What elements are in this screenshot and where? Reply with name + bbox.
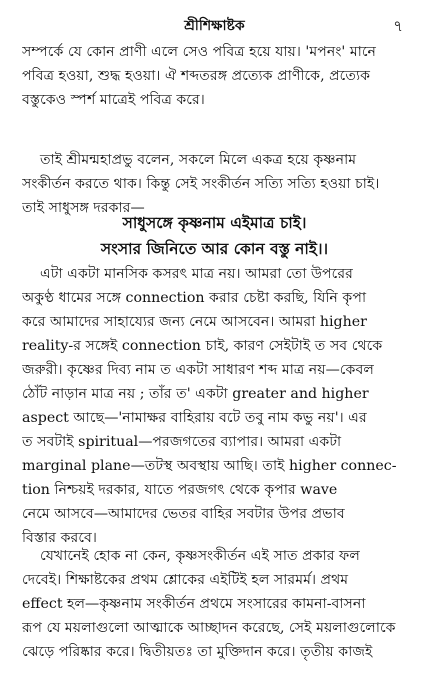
text-line: reality-র সঙ্গেই connection চাই, কারণ সেইটাই ত সব থেকে [22,338,383,354]
page-number: ৭ [393,17,403,35]
page-header [20,16,409,38]
paragraph-4 [22,544,408,664]
text-line: করে আমাদের সাহায্যের জন্য নেমে আসবেন। আমরা higher [22,314,367,330]
text-line: aspect আছে—'নামাক্ষর বাহিরায় বটে তবু নাম কভু নয়'। এর [22,410,367,426]
text-line: effect হল—কৃষ্ণনাম সংকীর্তন প্রথমে সংসারের কামনা-বাসনা [22,596,366,612]
text-line: সংকীর্তন করতে থাক। কিন্তু সেই সংকীর্তন সত্যি সত্যি হওয়া চাই। [22,176,380,192]
text-line: বিস্তার করবে। [22,530,97,546]
text-line: দেবেই। শিক্ষাষ্টকের প্রথম শ্লোকের এইটিই হল সারমর্ম। প্রথম [22,572,349,588]
running-title: শ্রীশিক্ষাষ্টক [184,18,245,34]
text-line: ঠোঁট নাড়ান মাত্র নয় ; তাঁর ত' একটা greater and higher [22,386,369,402]
text-line: tion নিশ্চয়ই দরকার, যাতে পরজগৎ থেকে কৃপার wave [22,482,338,498]
text-line: সম্পর্কে যে কোন প্রাণী এলে সেও পবিত্র হয়ে যায়। 'মপনং' মানে [22,44,376,60]
text-line: বস্তুকেও স্পর্শ মাত্রেই পবিত্র করে। [22,92,205,108]
text-line: এটা একটা মানসিক কসরৎ মাত্র নয়। আমরা তো উপরের [40,266,353,282]
text-line: রূপ যে ময়লাগুলো আত্মাকে আচ্ছাদন করেছে, সেই ময়লাগুলোকে [22,620,396,636]
verse-line-2: সংসার জিনিতে আর কোন বস্তু নাই।। [100,239,329,258]
text-line: যেখানেই হোক না কেন, কৃষ্ণসংকীর্তন এই সাত প্রকার ফল [40,548,360,564]
text-line: marginal plane—তটস্থ অবস্থায় আছি। তাই higher connec- [22,458,397,474]
text-line: পবিত্র হওয়া, শুদ্ধ হওয়া। ঐ শব্দতরঙ্গ প্রত্যেক প্রাণীকে, প্রত্যেক [22,68,371,84]
text-line: ঝেড়ে পরিষ্কার করে। দ্বিতীয়তঃ তা মুক্তিদান করে। তৃতীয় কাজই [22,644,373,660]
text-line: ত সবটাই spiritual—পরজগতের ব্যাপার। আমরা একটা [22,434,342,450]
verse-line-1: সাধুসঙ্গে কৃষ্ণনাম এইমাত্র চাই। [122,213,307,232]
paragraph-1 [22,40,408,112]
text-line: তাই সাধুসঙ্গ দরকার— [22,200,145,216]
text-line: নেমে আসবে—আমাদের ভেতর বাহির সবটার উপর প্রভাব [22,506,345,522]
text-line: তাই শ্রীমন্মহাপ্রভু বলেন, সকলে মিলে একত্র হয়ে কৃষ্ণনাম [40,152,357,168]
text-line: অকুণ্ঠ ধামের সঙ্গে connection করার চেষ্টা করছি, যিনি কৃপা [22,290,367,306]
text-line: জরুরী। কৃষ্ণের দিব্য নাম ত একটা সাধারণ শব্দ মাত্র নয়—কেবল [22,362,374,378]
paragraph-3 [22,262,408,550]
